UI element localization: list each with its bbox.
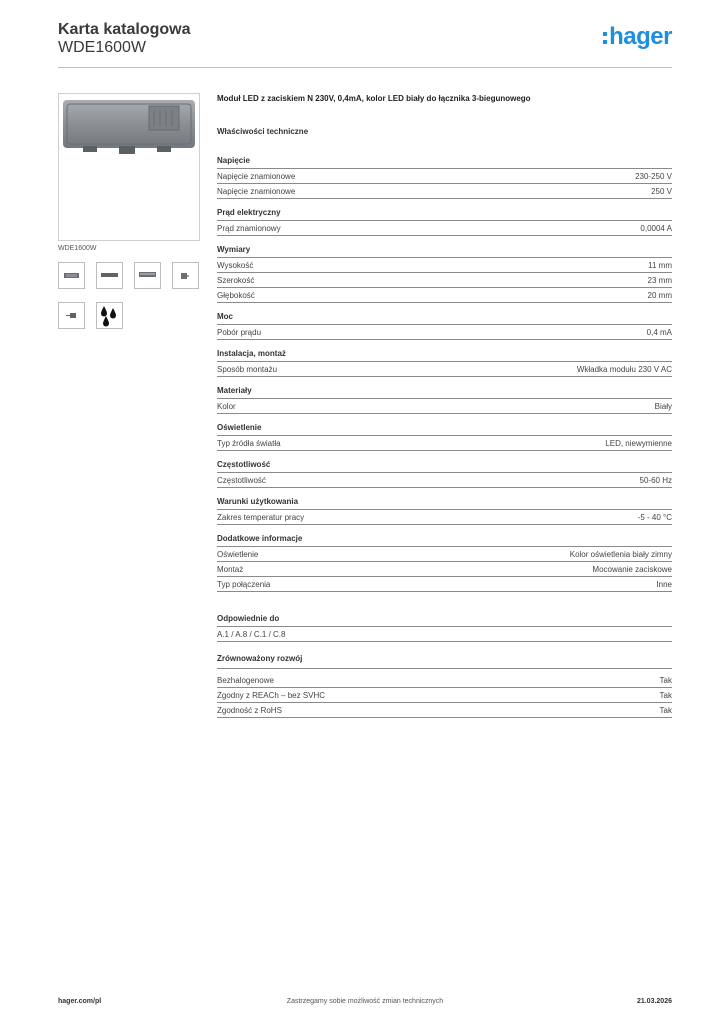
- spec-label: Montaż: [217, 564, 244, 574]
- spec-label: Głębokość: [217, 290, 255, 300]
- sustainability-title: Zrównoważony rozwój: [217, 654, 672, 669]
- front-view-icon[interactable]: [58, 262, 85, 289]
- spec-group-title: Częstotliwość: [217, 460, 672, 473]
- side-view-icon[interactable]: [172, 262, 199, 289]
- spec-row: [217, 473, 672, 488]
- spec-label: Wysokość: [217, 260, 254, 270]
- top-view-icon[interactable]: [134, 262, 161, 289]
- sustainability-row: [217, 703, 672, 718]
- spec-value: 11 mm: [648, 260, 672, 270]
- suitable-section: [217, 614, 672, 642]
- logo-text: hager: [609, 23, 672, 50]
- spec-value: 20 mm: [647, 290, 672, 300]
- spec-row: [217, 562, 672, 577]
- water-drops-icon[interactable]: [96, 302, 123, 329]
- suitable-title: Odpowiednie do: [217, 614, 672, 627]
- spec-value: Inne: [656, 579, 672, 589]
- main-content: [217, 94, 672, 718]
- spec-groups: [217, 156, 672, 592]
- spec-row: [217, 510, 672, 525]
- back-view-icon[interactable]: [58, 302, 85, 329]
- sustainability-value: Tak: [659, 705, 672, 715]
- spec-label: Częstotliwość: [217, 475, 266, 485]
- spec-group: [217, 460, 672, 488]
- spec-group: [217, 386, 672, 414]
- spec-label: Typ połączenia: [217, 579, 271, 589]
- spec-label: Napięcie znamionowe: [217, 171, 296, 181]
- sustainability-section: [217, 654, 672, 718]
- logo-dots-icon: [603, 32, 607, 44]
- spec-row: [217, 547, 672, 562]
- spec-row: [217, 362, 672, 377]
- spec-value: 250 V: [651, 186, 672, 196]
- spec-value: LED, niewymienne: [605, 438, 672, 448]
- spec-group-title: Dodatkowe informacje: [217, 534, 672, 547]
- spec-group-title: Wymiary: [217, 245, 672, 258]
- suitable-value: A.1 / A.8 / C.1 / C.8: [217, 629, 286, 639]
- spec-label: Kolor: [217, 401, 236, 411]
- spec-row: [217, 288, 672, 303]
- hager-logo: [603, 25, 672, 49]
- sustainability-row: [217, 688, 672, 703]
- spec-row: [217, 221, 672, 236]
- spec-group-title: Oświetlenie: [217, 423, 672, 436]
- spec-group: [217, 349, 672, 377]
- spec-row: [217, 325, 672, 340]
- footer-note: Zastrzegamy sobie możliwość zmian technicznych: [286, 998, 444, 1005]
- spec-group-title: Prąd elektryczny: [217, 208, 672, 221]
- spec-value: Biały: [654, 401, 672, 411]
- spec-row: [217, 184, 672, 199]
- spec-group-title: Moc: [217, 312, 672, 325]
- sustainability-rows: [217, 673, 672, 718]
- footer-website[interactable]: hager.com/pl: [58, 998, 102, 1005]
- spec-row: [217, 399, 672, 414]
- sustainability-label: Zgodność z RoHS: [217, 705, 282, 715]
- spec-group: [217, 156, 672, 199]
- product-description: Moduł LED z zaciskiem N 230V, 0,4mA, kolor LED biały do łącznika 3-biegunowego: [217, 94, 531, 103]
- product-code: WDE1600W: [58, 39, 147, 56]
- spec-value: 23 mm: [647, 275, 672, 285]
- spec-label: Prąd znamionowy: [217, 223, 281, 233]
- spec-group-title: Materiały: [217, 386, 672, 399]
- spec-group: [217, 534, 672, 592]
- photo-caption: WDE1600W: [58, 245, 97, 252]
- spec-group: [217, 208, 672, 236]
- product-photo: [58, 93, 200, 241]
- sustainability-label: Bezhalogenowe: [217, 675, 274, 685]
- spec-label: Typ źródła światła: [217, 438, 281, 448]
- spec-value: -5 - 40 °C: [637, 512, 672, 522]
- sustainability-value: Tak: [659, 675, 672, 685]
- spec-group-title: Warunki użytkowania: [217, 497, 672, 510]
- spec-value: Wkładka modułu 230 V AC: [576, 364, 672, 374]
- spec-label: Szerokość: [217, 275, 255, 285]
- spec-row: [217, 273, 672, 288]
- spec-value: Kolor oświetlenia biały zimny: [569, 549, 672, 559]
- sustainability-label: Zgodny z REACh – bez SVHC: [217, 690, 326, 700]
- spec-value: 0,4 mA: [646, 327, 672, 337]
- spec-group: [217, 245, 672, 303]
- spec-label: Sposób montażu: [217, 364, 278, 374]
- spec-value: 230-250 V: [635, 171, 672, 181]
- spec-group: [217, 497, 672, 525]
- spec-group: [217, 312, 672, 340]
- spec-value: 50-60 Hz: [639, 475, 672, 485]
- spec-value: Mocowanie zaciskowe: [592, 564, 672, 574]
- footer-date: 21.03.2026: [636, 998, 672, 1005]
- spec-label: Oświetlenie: [217, 549, 259, 559]
- spec-row: [217, 258, 672, 273]
- spec-value: 0,0004 A: [640, 223, 672, 233]
- spec-row: [217, 169, 672, 184]
- spec-group: [217, 423, 672, 451]
- suitable-row: [217, 627, 672, 642]
- spec-group-title: Napięcie: [217, 156, 672, 169]
- sustainability-row: [217, 673, 672, 688]
- page-header: [58, 20, 672, 68]
- sustainability-value: Tak: [659, 690, 672, 700]
- document-title: Karta katalogowa: [58, 21, 191, 38]
- spec-row: [217, 577, 672, 592]
- spec-label: Napięcie znamionowe: [217, 186, 296, 196]
- spec-label: Pobór prądu: [217, 327, 262, 337]
- spec-row: [217, 436, 672, 451]
- spec-label: Zakres temperatur pracy: [217, 512, 305, 522]
- spec-group-title: Instalacja, montaż: [217, 349, 672, 362]
- led-module-image: [59, 94, 199, 240]
- section-title-technical: Właściwości techniczne: [217, 127, 309, 136]
- front-flat-icon[interactable]: [96, 262, 123, 289]
